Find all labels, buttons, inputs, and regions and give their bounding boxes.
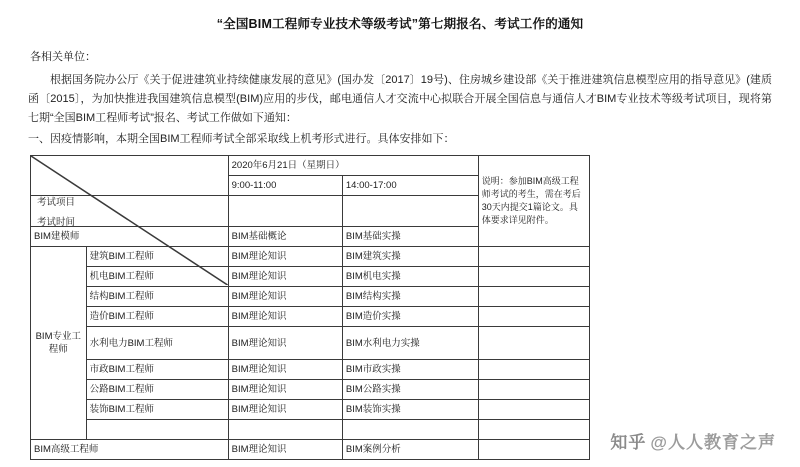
table-row-slot2: BIM公路实操 <box>342 380 478 400</box>
table-row <box>31 307 590 327</box>
corner-label-project: 考试项目 <box>37 197 76 208</box>
table-row-slot1: BIM理论知识 <box>228 380 342 400</box>
table-cell <box>478 420 589 440</box>
table-row-slot1: BIM理论知识 <box>228 400 342 420</box>
table-cell <box>478 440 589 460</box>
table-cell <box>478 287 589 307</box>
table-row-name: BIM建模师 <box>31 227 229 247</box>
table-cell <box>478 307 589 327</box>
table-row-slot1: BIM理论知识 <box>228 267 342 287</box>
table-cell <box>478 400 589 420</box>
table-row-slot2: BIM市政实操 <box>342 360 478 380</box>
salutation: 各相关单位： <box>30 51 96 63</box>
table-header-date: 2020年6月21日（星期日） <box>228 156 478 176</box>
table-row-slot2: BIM造价实操 <box>342 307 478 327</box>
table-row <box>31 420 590 440</box>
table-row-name: 机电BIM工程师 <box>86 267 228 287</box>
table-row-slot1: BIM理论知识 <box>228 360 342 380</box>
table-row-name: 建筑BIM工程师 <box>86 247 228 267</box>
table-cell <box>86 420 228 440</box>
section-heading-1: 一、因疫情影响，本期全国BIM工程师考试全部采取线上机考形式进行。具体安排如下： <box>28 133 455 145</box>
table-row-name: 装饰BIM工程师 <box>86 400 228 420</box>
table-row <box>31 360 590 380</box>
table-row-slot2: BIM结构实操 <box>342 287 478 307</box>
exam-schedule-table <box>30 155 590 460</box>
table-cell <box>478 247 589 267</box>
table-group-label: BIM专业工程师 <box>31 247 87 440</box>
table-row-slot1: BIM理论知识 <box>228 287 342 307</box>
table-header-slot1: 9:00-11:00 <box>228 176 342 196</box>
table-cell <box>478 360 589 380</box>
table-cell <box>342 420 478 440</box>
table-cell <box>478 327 589 360</box>
table-note-cell: 说明：参加BIM高级工程师考试的考生，需在考后30天内提交1篇论文。具体要求详见附件。 <box>478 156 589 247</box>
table-row-name: BIM高级工程师 <box>31 440 229 460</box>
table-row-slot2: BIM建筑实操 <box>342 247 478 267</box>
table-row <box>31 287 590 307</box>
table-row-name: 公路BIM工程师 <box>86 380 228 400</box>
table-corner-cell <box>31 156 229 228</box>
table-header-slot2: 14:00-17:00 <box>342 176 478 196</box>
corner-label-time: 考试时间 <box>37 217 76 228</box>
table-row <box>31 327 590 360</box>
watermark <box>610 428 776 453</box>
table-row-slot2: BIM案例分析 <box>342 440 478 460</box>
table-row-slot1: BIM基础概论 <box>228 227 342 247</box>
page-title: “全国BIM工程师专业技术等级考试”第七期报名、考试工作的通知 <box>216 17 584 31</box>
table-row <box>31 440 590 460</box>
table-row-slot1: BIM理论知识 <box>228 307 342 327</box>
table-cell <box>228 196 342 227</box>
table-cell <box>228 420 342 440</box>
zhihu-logo: 知乎 <box>610 433 647 452</box>
table-cell <box>478 380 589 400</box>
body-paragraph-1: 根据国务院办公厅《关于促进建筑业持续健康发展的意见》(国办发〔2017〕19号)、住房城乡建设部《关于推进建筑信息模型应用的指导意见》(建质函〔2015〕，为加快推进我国建筑信息模型(BIM)应用的步伐，邮电通信人才交流中心拟联合开展全国信息与通信人才BIM专业技术等级考试项目，现将第七期“全国BIM工程师考试”报名、考试工作做如下通知： <box>28 74 772 124</box>
watermark-text: @人人教育之声 <box>650 433 776 452</box>
table-cell <box>478 267 589 287</box>
table-row-slot1: BIM理论知识 <box>228 440 342 460</box>
table-row-slot2: BIM机电实操 <box>342 267 478 287</box>
table-row-name: 造价BIM工程师 <box>86 307 228 327</box>
table-row <box>31 400 590 420</box>
table-row-slot2: BIM水利电力实操 <box>342 327 478 360</box>
table-row-slot2: BIM装饰实操 <box>342 400 478 420</box>
table-row <box>31 380 590 400</box>
table-row-slot1: BIM理论知识 <box>228 247 342 267</box>
table-row-name: 水利电力BIM工程师 <box>86 327 228 360</box>
table-row-name: 结构BIM工程师 <box>86 287 228 307</box>
table-row <box>31 156 590 176</box>
table-row-slot2: BIM基础实操 <box>342 227 478 247</box>
table-cell <box>342 196 478 227</box>
table-row-slot1: BIM理论知识 <box>228 327 342 360</box>
table-row-name: 市政BIM工程师 <box>86 360 228 380</box>
